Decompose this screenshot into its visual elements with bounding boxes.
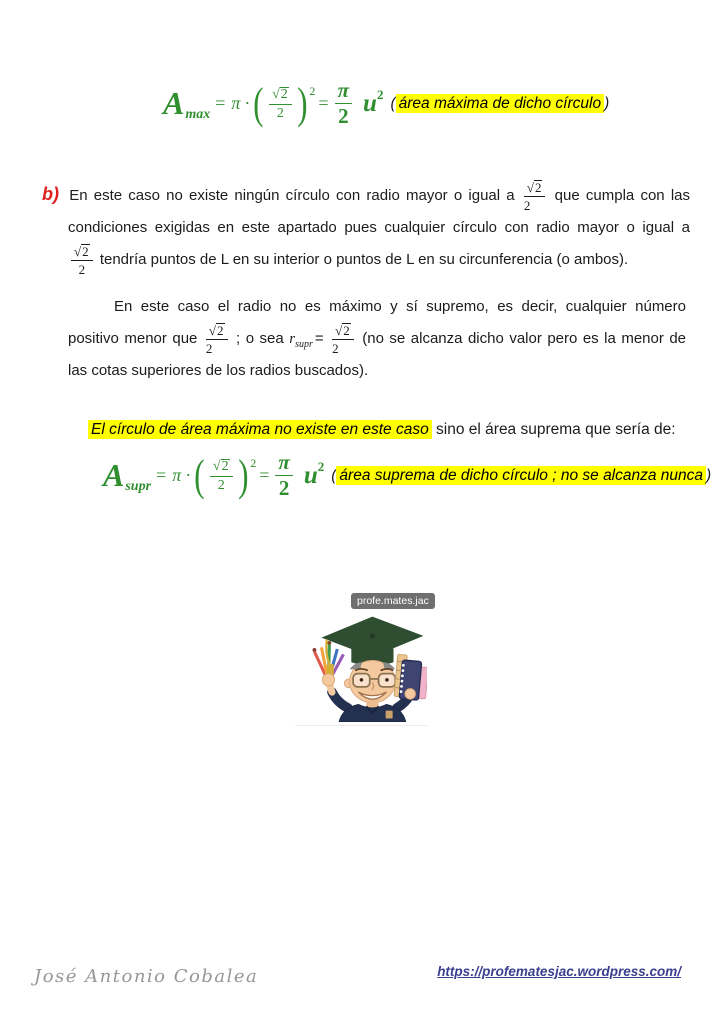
open-paren: ( [194,450,205,500]
supremo-line2: positivo menor que $\frac{√2}{2}$ ; o sea $r_{supr}$ = $\frac{√2}{2}$ (no se alcanza dicho valor pero es la menor de [68,322,687,356]
teacher-face [344,661,400,703]
sqrt2-over-2-fraction: $\frac{√2}{2}$ [524,180,546,212]
formula-note: ( área máxima de dicho círculo ) [390,94,610,112]
formula-note: ( área suprema de dicho círculo ; no se alcanza nunca ) [331,466,712,484]
teacher-avatar-drawing [295,599,427,722]
section-b-label: b) [42,183,59,204]
section-b-line3: $\frac{√2}{2}$ tendría puntos de L en su interior o puntos de L en su circunferencia (o ambos). [42,244,690,276]
r-supr-variable: $r_{supr}$ = [289,329,324,350]
right-hand [405,689,416,700]
avatar-name-badge: profe.mates.jac [351,593,435,609]
exponent: 2 [250,456,257,470]
author-signature: José Antonio Cobalea [34,966,259,987]
sqrt2-over-2-fraction: $\frac{√2}{2}$ [332,323,354,355]
section-b-paragraph [42,180,690,281]
sqrt2-over-2-fraction: $\frac{√2}{2}$ [269,87,292,121]
supremo-line3: las cotas superiores de los radios buscados). [68,361,369,379]
sqrt2-over-2-fraction: $\frac{√2}{2}$ [71,244,93,276]
supremo-paragraph [68,296,686,387]
pi-symbol: π [231,93,241,113]
conclusion-rest: sino el área suprema que sería de: [436,421,676,438]
equals-sign: = [156,465,167,485]
highlighted-conclusion: El círculo de área máxima no existe en este caso [88,420,432,439]
highlighted-note: área máxima de dicho círculo [396,94,604,113]
formula-area-supr [103,452,711,499]
pi-over-2-fraction: $\frac{\pi}{2}$ [275,452,292,499]
equals-sign: = [259,465,270,485]
conclusion-line [88,421,676,439]
unit-exponent: 2 [376,86,384,102]
dot-operator: · [244,93,251,113]
dot-operator: · [185,465,192,485]
pi-symbol: π [172,465,182,485]
section-b-line2: condiciones exigidas en este apartado pues cualquier círculo con radio mayor o igual a [68,219,690,236]
formula-lhs: A [163,85,185,121]
wordpress-link[interactable]: https://profematesjac.wordpress.com/ [437,964,681,979]
sqrt2-over-2-fraction: $\frac{√2}{2}$ [206,323,228,355]
equals-sign: = [318,93,329,113]
formula-area-max [163,80,609,127]
close-paren: ) [296,78,308,128]
formula-lhs: A [103,457,125,493]
close-paren: ) [237,450,249,500]
formula-subscript: max [185,106,211,122]
section-b-line1: b) En este caso no existe ningún círculo con radio mayor o igual a $\frac{√2}{2}$ que cumpla con las [42,180,691,213]
unit-symbol: u [363,89,377,117]
teacher-avatar-illustration [295,593,427,726]
pi-over-2-fraction: $\frac{\pi}{2}$ [335,80,352,127]
exponent: 2 [309,84,316,98]
sqrt2-over-2-fraction: $\frac{√2}{2}$ [210,459,233,493]
open-paren: ( [253,78,264,128]
unit-symbol: u [303,461,318,489]
unit-exponent: 2 [317,458,325,474]
supremo-line1: En este caso el radio no es máximo y sí supremo, es decir, cualquier número [114,298,686,315]
formula-subscript: supr [125,478,152,494]
highlighted-note: área suprema de dicho círculo ; no se alcanza nunca [336,466,706,485]
equals-sign: = [215,93,226,113]
